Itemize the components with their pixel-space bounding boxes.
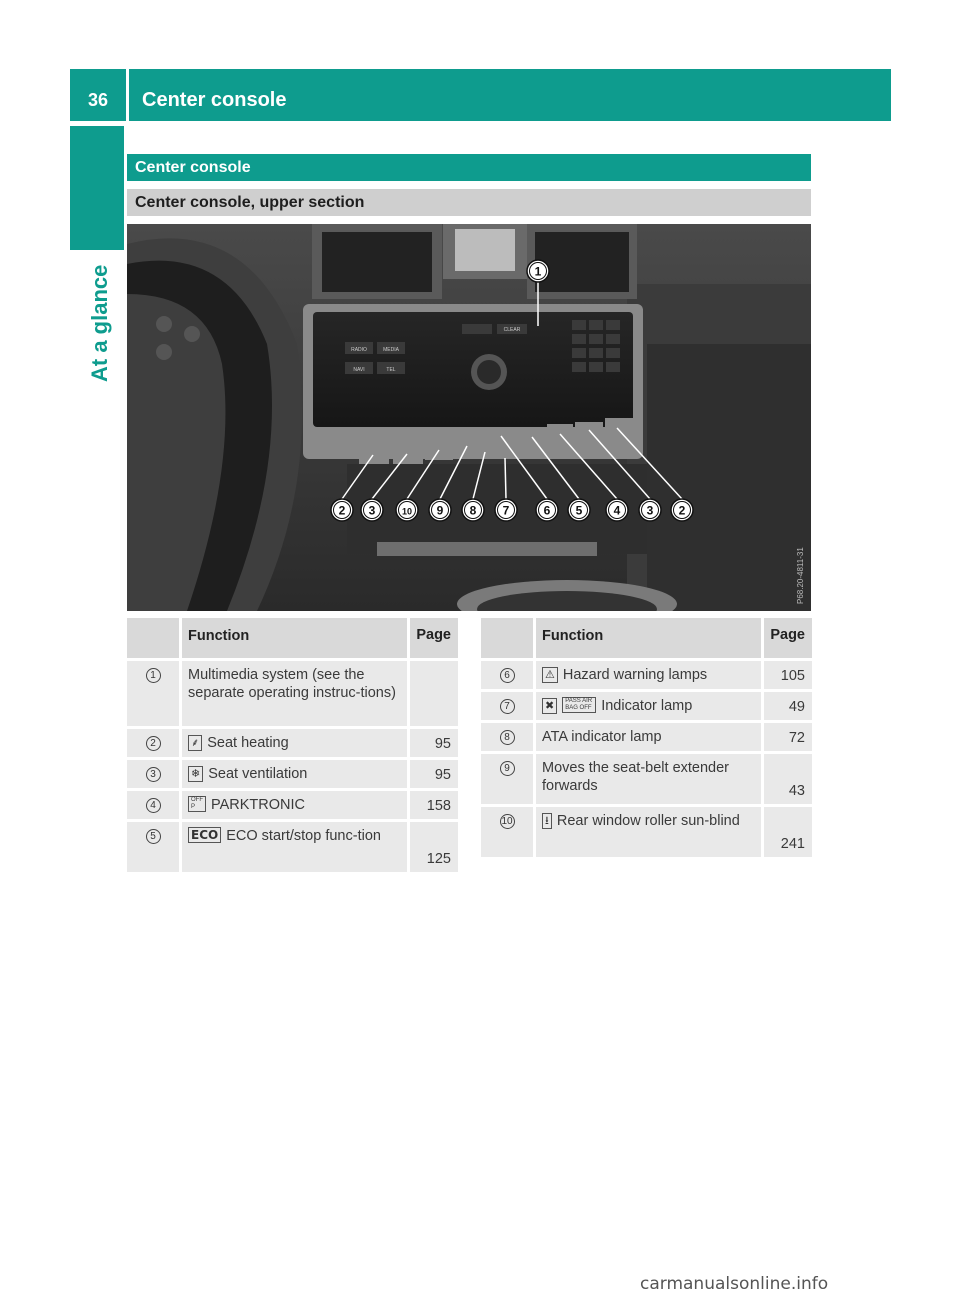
clear-button-label: CLEAR — [503, 327, 521, 333]
item-number: 8 — [500, 730, 515, 745]
page-ref: 95 — [409, 728, 458, 759]
table-row — [127, 821, 458, 874]
table-row — [127, 728, 458, 759]
page-ref: 49 — [763, 691, 812, 722]
callout-2 — [671, 499, 693, 521]
table-row — [127, 660, 458, 728]
tel-button-label: TEL — [386, 367, 396, 373]
callout-1 — [527, 260, 549, 282]
table-row — [127, 790, 458, 821]
svg-text:9: 9 — [436, 503, 444, 518]
header-divider — [126, 69, 129, 121]
callout-7 — [495, 499, 517, 521]
media-button-label: MEDIA — [383, 347, 399, 353]
function-table-left — [127, 618, 458, 875]
function-text: Rear window roller sun-blind — [556, 813, 740, 829]
svg-text:5: 5 — [575, 503, 583, 518]
function-text: ATA indicator lamp — [542, 729, 662, 745]
svg-text:2: 2 — [338, 503, 346, 518]
photo-code: P68.20-4811-31 — [796, 547, 805, 604]
table-header-page: Page — [763, 618, 812, 660]
section-title: Center console — [127, 154, 811, 181]
table-header-function: Function — [535, 618, 763, 660]
table-header-num — [127, 618, 181, 660]
item-number: 3 — [146, 767, 161, 782]
svg-text:8: 8 — [469, 503, 477, 518]
svg-text:3: 3 — [368, 503, 376, 518]
table-row — [481, 806, 812, 859]
watermark: carmanualsonline.info — [640, 1274, 829, 1294]
eco-icon: ECO — [188, 827, 221, 843]
function-text: PARKTRONIC — [211, 797, 305, 813]
page-ref: 72 — [763, 722, 812, 753]
svg-text:4: 4 — [613, 503, 621, 518]
table-row — [481, 691, 812, 722]
callout-3 — [639, 499, 661, 521]
page-number: 36 — [87, 90, 109, 110]
callout-2 — [331, 499, 353, 521]
item-number: 4 — [146, 798, 161, 813]
function-text: Seat ventilation — [208, 766, 308, 782]
item-number: 10 — [501, 816, 513, 827]
svg-text:10: 10 — [401, 506, 413, 517]
page-ref: 43 — [763, 753, 812, 806]
radio-button-label: RADIO — [351, 347, 367, 353]
table-row — [481, 660, 812, 691]
item-number: 5 — [146, 829, 161, 844]
parktronic-icon: OFF P — [188, 796, 206, 812]
table-row — [481, 722, 812, 753]
hazard-warning-icon: ⚠ — [542, 667, 558, 683]
callout-6 — [536, 499, 558, 521]
callout-10 — [396, 499, 418, 521]
function-text: Multimedia system (see the separate operating instruc-tions) — [188, 667, 396, 701]
passenger-seat-icon: ✖ — [542, 698, 557, 714]
callout-5 — [568, 499, 590, 521]
item-number: 1 — [146, 668, 161, 683]
table-row — [481, 753, 812, 806]
svg-text:2: 2 — [678, 503, 686, 518]
page-ref: 125 — [409, 821, 458, 874]
page-ref: 241 — [763, 806, 812, 859]
function-table-right — [481, 618, 812, 860]
svg-text:3: 3 — [646, 503, 654, 518]
page-ref: 95 — [409, 759, 458, 790]
page-header — [70, 69, 891, 121]
section-subtitle: Center console, upper section — [127, 189, 811, 216]
rear-roller-sunblind-icon: ⭳ — [542, 813, 552, 829]
header-title: Center console — [142, 89, 287, 111]
callout-4 — [606, 499, 628, 521]
callout-8 — [462, 499, 484, 521]
item-number: 7 — [500, 699, 515, 714]
table-header-function: Function — [181, 618, 409, 660]
center-console-photo — [127, 224, 811, 611]
table-header-page: Page — [409, 618, 458, 660]
function-text: Indicator lamp — [601, 698, 693, 714]
svg-text:1: 1 — [534, 264, 542, 279]
function-text: Moves the seat-belt extender forwards — [542, 760, 729, 794]
page-ref: 158 — [409, 790, 458, 821]
item-number: 2 — [146, 736, 161, 751]
steering-button-icon — [156, 344, 172, 360]
passenger-airbag-off-icon: PASS AIR BAG OFF — [562, 697, 596, 713]
page-ref: 105 — [763, 660, 812, 691]
steering-button-icon — [184, 326, 200, 342]
seat-heating-icon: ⸙ — [188, 735, 202, 751]
svg-text:6: 6 — [543, 503, 551, 518]
callout-3 — [361, 499, 383, 521]
navi-button-label: NAVI — [353, 367, 365, 373]
seat-ventilation-icon: ❄ — [188, 766, 203, 782]
function-text: Seat heating — [207, 735, 289, 751]
chapter-tab-marker — [70, 126, 124, 250]
svg-text:7: 7 — [502, 503, 510, 518]
item-number: 9 — [500, 761, 515, 776]
table-row — [127, 759, 458, 790]
callout-9 — [429, 499, 451, 521]
function-text: ECO start/stop func-tion — [226, 828, 381, 844]
function-text: Hazard warning lamps — [562, 667, 708, 683]
table-header-num — [481, 618, 535, 660]
steering-button-icon — [156, 316, 172, 332]
chapter-tab-label: At a glance — [87, 264, 112, 382]
item-number: 6 — [500, 668, 515, 683]
page-ref — [409, 660, 458, 728]
